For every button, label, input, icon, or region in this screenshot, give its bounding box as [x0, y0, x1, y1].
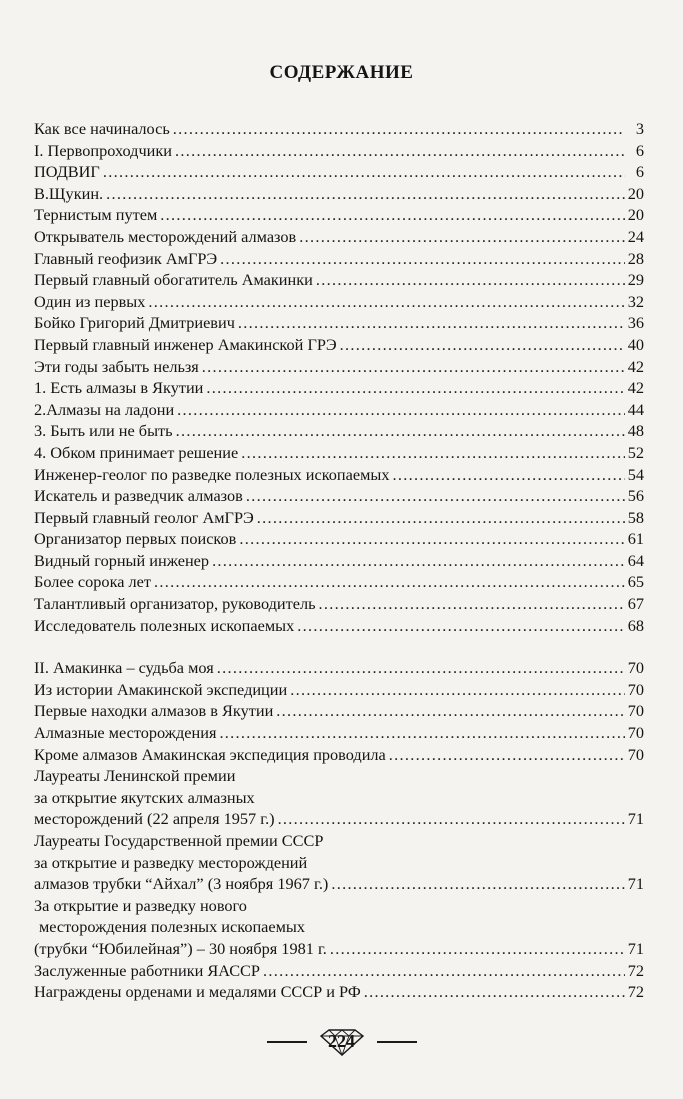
toc-entry [34, 312, 644, 334]
toc-entry-title: Главный геофизик АмГРЭ [34, 248, 218, 268]
toc-entry-title: Как все начиналось [34, 119, 170, 138]
leader-dots [176, 420, 625, 442]
toc-entry-title: Один из первых [34, 291, 146, 311]
toc-entry [34, 183, 644, 205]
page-title: СОДЕРЖАНИЕ [269, 62, 414, 83]
table-of-contents [34, 118, 644, 1003]
leader-dots [299, 226, 624, 248]
leader-dots [173, 118, 625, 140]
toc-entry-page: 68 [627, 615, 644, 635]
toc-entry-title: Первые находки алмазов в Якутии [34, 701, 274, 721]
toc-entry [34, 722, 644, 744]
toc-entry-page: 70 [627, 658, 644, 678]
toc-entry-title: Первый главный обогатитель Амакинки [34, 270, 313, 290]
leader-dots [278, 808, 625, 830]
toc-entry-page: 40 [627, 334, 644, 354]
toc-entry-page: 70 [627, 701, 644, 721]
leader-dots [389, 744, 625, 766]
toc-entry [34, 204, 644, 226]
toc-entry [34, 269, 644, 291]
toc-entry-title: Более сорока лет [34, 572, 151, 592]
toc-entry [34, 981, 644, 1003]
toc-entry-title: Эти годы забыть нельзя [34, 356, 199, 376]
leader-dots [290, 679, 625, 701]
toc-entry-page: 64 [627, 550, 644, 570]
toc-entry-title: Бойко Григорий Дмитриевич [34, 313, 235, 333]
section-gap [34, 636, 644, 657]
toc-entry [34, 377, 644, 399]
toc-entry-title: Кроме алмазов Амакинская экспедиция проводила [34, 744, 386, 764]
toc-entry-page: 58 [627, 507, 644, 527]
toc-entry-title: 1. Есть алмазы в Якутии [34, 378, 204, 398]
toc-entry [34, 161, 644, 183]
toc-entry-line: месторождения полезных ископаемых [39, 917, 306, 937]
toc-entry-page: 42 [627, 356, 644, 376]
toc-entry-title: месторождений (22 апреля 1957 г.) [34, 809, 275, 829]
toc-entry-page: 36 [627, 313, 644, 333]
toc-entry [34, 873, 644, 895]
footer-rule-left [267, 1041, 307, 1043]
toc-entry-title: Первый главный геолог АмГРЭ [34, 507, 254, 527]
toc-entry-page: 42 [627, 378, 644, 398]
toc-entry-title: Талантливый организатор, руководитель [34, 594, 316, 614]
leader-dots [219, 722, 624, 744]
toc-entry-page: 28 [627, 248, 644, 268]
toc-entry [34, 485, 644, 507]
toc-entry-page: 54 [627, 464, 644, 484]
toc-entry-title: Тернистым путем [34, 205, 158, 225]
toc-entry-line: За открытие и разведку нового [34, 895, 247, 915]
toc-entry-page: 3 [635, 119, 644, 138]
toc-entry-line: за открытие и разведку месторождений [34, 852, 308, 872]
toc-entry [34, 420, 644, 442]
toc-entry [34, 464, 644, 486]
toc-entry-page: 72 [627, 982, 644, 1002]
toc-entry-line: Лауреаты Государственной премии СССР [34, 831, 324, 850]
leader-dots [340, 334, 625, 356]
toc-entry [34, 248, 644, 270]
toc-entry [34, 571, 644, 593]
toc-entry [34, 226, 644, 248]
toc-entry-title: ПОДВИГ [34, 162, 100, 182]
leader-dots [316, 269, 625, 291]
page-number-ornament [309, 1027, 375, 1057]
toc-entry-page: 48 [627, 421, 644, 441]
leader-dots [206, 377, 624, 399]
leader-dots [392, 464, 624, 486]
leader-dots [246, 485, 625, 507]
leader-dots [257, 507, 625, 529]
leader-dots [148, 291, 624, 313]
leader-dots [217, 657, 625, 679]
toc-entry-title: Исследователь полезных ископаемых [34, 615, 295, 635]
toc-entry-page: 70 [627, 679, 644, 699]
toc-entry-page: 44 [627, 399, 644, 419]
toc-entry [34, 507, 644, 529]
leader-dots [331, 873, 624, 895]
toc-entry [34, 700, 644, 722]
leader-dots [220, 248, 625, 270]
toc-entry-title: Искатель и разведчик алмазов [34, 486, 243, 506]
toc-entry-title: алмазов трубки “Айхал” (3 ноября 1967 г.) [34, 874, 329, 894]
toc-entry [34, 442, 644, 464]
toc-entry-page: 52 [627, 442, 644, 462]
toc-entry-title: Алмазные месторождения [34, 723, 217, 743]
leader-dots [297, 615, 625, 637]
toc-entry-title: (трубки “Юбилейная”) – 30 ноября 1981 г. [34, 938, 327, 958]
page-number: 224 [328, 1031, 355, 1051]
leader-dots [160, 204, 624, 226]
leader-dots [175, 140, 625, 162]
toc-entry-page: 6 [635, 140, 644, 160]
toc-entry [34, 744, 644, 766]
toc-entry-title: Заслуженные работники ЯАССР [34, 960, 260, 980]
toc-entry-page: 20 [627, 205, 644, 225]
leader-dots [106, 183, 625, 205]
toc-entry [34, 140, 644, 162]
leader-dots [241, 442, 625, 464]
toc-entry-line: Лауреаты Ленинской премии [34, 766, 236, 786]
toc-entry-line: за открытие якутских алмазных [34, 787, 255, 807]
leader-dots [177, 399, 625, 421]
toc-entry [34, 960, 644, 982]
toc-entry [34, 593, 644, 615]
toc-entry-title: Организатор первых поисков [34, 529, 237, 549]
toc-entry-title: Из истории Амакинской экспедиции [34, 679, 288, 699]
toc-entry-page: 71 [627, 938, 644, 958]
toc-entry-title: Первый главный инженер Амакинской ГРЭ [34, 334, 337, 354]
toc-entry-title: 3. Быть или не быть [34, 421, 173, 441]
toc-entry [34, 808, 644, 830]
leader-dots [202, 356, 625, 378]
toc-entry-title: I. Первопроходчики [34, 140, 172, 160]
toc-entry-page: 29 [627, 270, 644, 290]
toc-entry-page: 71 [627, 874, 644, 894]
toc-entry-page: 72 [627, 960, 644, 980]
leader-dots [239, 528, 624, 550]
toc-entry-title: Инженер-геолог по разведке полезных ископаемых [34, 464, 390, 484]
leader-dots [154, 571, 625, 593]
leader-dots [364, 981, 625, 1003]
toc-entry-page: 70 [627, 744, 644, 764]
toc-entry-page: 65 [627, 572, 644, 592]
toc-entry-page: 6 [635, 162, 644, 182]
leader-dots [330, 938, 625, 960]
toc-entry-title: В.Щукин. [34, 183, 104, 203]
toc-entry-title: 2.Алмазы на ладони [34, 399, 175, 419]
leader-dots [319, 593, 625, 615]
leader-dots [263, 960, 625, 982]
toc-entry-title: Награждены орденами и медалями СССР и РФ [34, 982, 361, 1002]
toc-entry-page: 71 [627, 809, 644, 829]
toc-entry-title: II. Амакинка – судьба моя [34, 658, 214, 678]
toc-entry [34, 615, 644, 637]
leader-dots [212, 550, 625, 572]
toc-entry-page: 61 [627, 529, 644, 549]
toc-entry-title: Открыватель месторождений алмазов [34, 226, 297, 246]
toc-entry [34, 679, 644, 701]
toc-entry-page: 24 [627, 226, 644, 246]
toc-entry [34, 657, 644, 679]
toc-entry-title: 4. Обком принимает решение [34, 442, 239, 462]
footer-rule-right [377, 1041, 417, 1043]
toc-entry [34, 118, 644, 140]
toc-entry-page: 32 [627, 291, 644, 311]
toc-entry [34, 528, 644, 550]
toc-entry [34, 938, 644, 960]
toc-entry [34, 356, 644, 378]
toc-entry [34, 291, 644, 313]
toc-entry-page: 70 [627, 723, 644, 743]
leader-dots [103, 161, 625, 183]
toc-entry-page: 67 [627, 594, 644, 614]
leader-dots [276, 700, 624, 722]
page-footer [0, 1027, 683, 1057]
toc-entry [34, 399, 644, 421]
leader-dots [238, 312, 625, 334]
toc-entry [34, 334, 644, 356]
toc-entry [34, 550, 644, 572]
toc-entry-page: 56 [627, 486, 644, 506]
toc-entry-title: Видный горный инженер [34, 550, 210, 570]
toc-entry-page: 20 [627, 183, 644, 203]
